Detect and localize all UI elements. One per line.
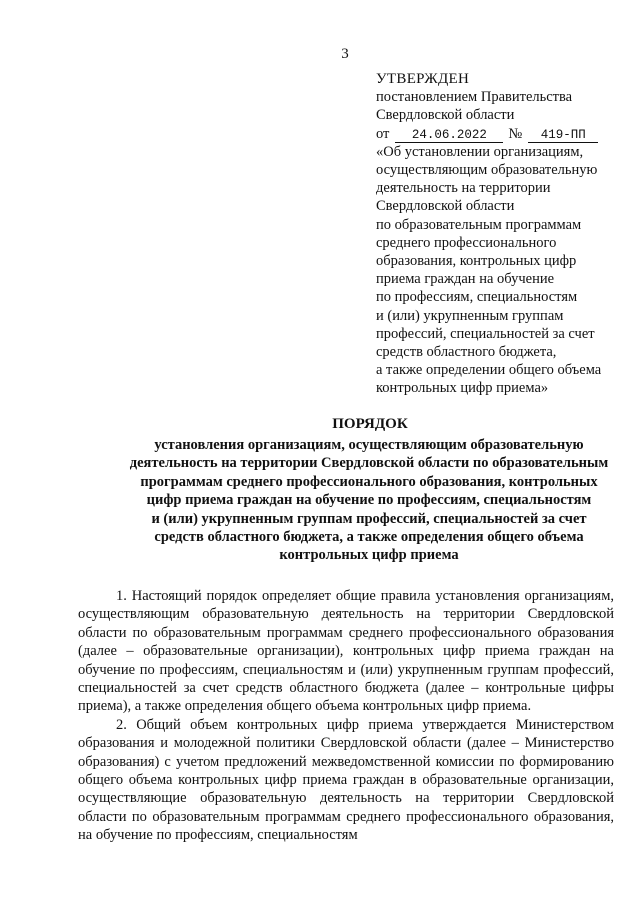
from-label: от	[376, 125, 390, 142]
approval-block	[376, 70, 626, 398]
subject-line: профессий, специальностей за счет	[376, 325, 595, 342]
subtitle-line: деятельность на территории Свердловской области по образовательным	[129, 455, 609, 472]
paragraph-1: 1. Настоящий порядок определяет общие правила установления организациям, осуществляющим образовательную деятельность на территории Свердловской области по образовательным программам среднего профессионального образования (далее – образовательные организации), контрольных цифр приема граждан на обучение по профессиям, специальностям и (или) укрупненным группам профессий, специальностей за счет средств областного бюджета (далее – контрольные цифры приема), а также определения общего объема контрольных цифр приема.	[78, 588, 614, 715]
subject-line: контрольных цифр приема»	[376, 380, 549, 397]
region-line: Свердловской области	[376, 107, 515, 124]
subtitle-line: и (или) укрупненным группам профессий, специальностей за счет	[151, 510, 587, 527]
resolution-line: постановлением Правительства	[376, 89, 573, 106]
subject-line: по профессиям, специальностям	[376, 289, 578, 306]
subject-line: по образовательным программам	[376, 216, 582, 233]
resolution-subject	[376, 143, 626, 398]
page-number: 3	[341, 46, 349, 62]
order-subtitle	[92, 436, 640, 565]
subtitle-line: установления организациям, осуществляющим образовательную	[154, 437, 584, 453]
subtitle-line: средств областного бюджета, а также определения общего объема	[154, 529, 584, 546]
subject-line: «Об установлении организациям,	[376, 143, 584, 160]
subject-line: и (или) укрупненным группам	[376, 307, 564, 324]
subject-line: средств областного бюджета,	[376, 344, 557, 361]
subject-line: а также определении общего объема	[376, 362, 602, 379]
number-label: №	[508, 125, 523, 142]
subject-line: приема граждан на обучение	[376, 271, 555, 288]
date-number-line	[376, 125, 626, 143]
subtitle-line: программам среднего профессионального образования, контрольных	[140, 473, 598, 490]
subtitle-line: контрольных цифр приема	[279, 547, 459, 564]
subject-line: Свердловской области	[376, 198, 515, 215]
subject-line: деятельность на территории	[376, 180, 551, 197]
subtitle-line: цифр приема граждан на обучение по профессиям, специальностям	[146, 492, 592, 509]
order-title: ПОРЯДОК	[332, 416, 408, 432]
subject-line: осуществляющим образовательную	[376, 162, 598, 179]
approved-heading: УТВЕРЖДЕН	[376, 71, 470, 87]
subject-line: образования, контрольных цифр	[376, 253, 577, 270]
document-body	[78, 587, 614, 845]
resolution-number: 419-ПП	[528, 128, 598, 143]
paragraph-2: 2. Общий объем контрольных цифр приема утверждается Министерством образования и молодежной политики Свердловской области (далее – Министерство образования) с учетом предложений межведомственной комиссии по формированию общего объема контрольных цифр приема граждан в образовательные организации, осуществляющие образовательную деятельность на территории Свердловской области по образовательным программам среднего профессионального образования, на обучение по профессиям, специальностям	[78, 716, 614, 844]
subject-line: среднего профессионального	[376, 234, 557, 251]
resolution-date: 24.06.2022	[395, 128, 503, 143]
